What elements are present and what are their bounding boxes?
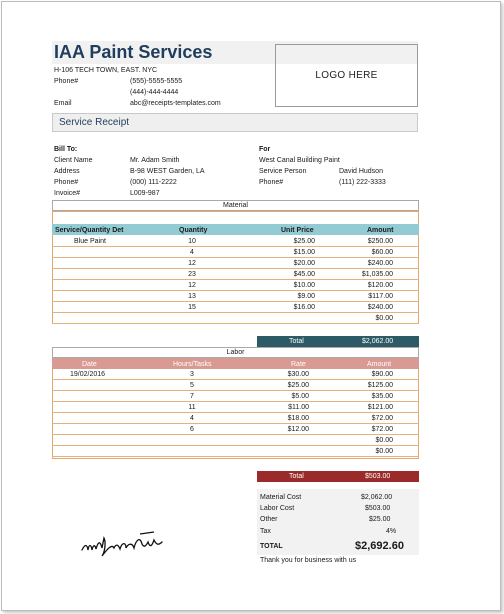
labor-amount-cell: $0.00 bbox=[375, 448, 393, 455]
labor-row bbox=[52, 424, 419, 435]
labor-rate-cell: $30.00 bbox=[287, 371, 309, 378]
material-amount-cell: $1,035.00 bbox=[361, 271, 393, 278]
summary-value: 4% bbox=[386, 528, 397, 535]
service-person-label: Service Person bbox=[259, 168, 307, 175]
material-amount-cell: $117.00 bbox=[368, 293, 393, 300]
bill-label: Client Name bbox=[54, 157, 93, 164]
material-price-cell: $20.00 bbox=[293, 260, 315, 267]
labor-date-cell: 19/02/2016 bbox=[70, 371, 106, 378]
labor-total-label: Total bbox=[289, 473, 304, 480]
labor-col-amount: Amount bbox=[367, 361, 392, 368]
material-price-cell: $9.00 bbox=[297, 293, 315, 300]
grand-total-value: $2,692.60 bbox=[355, 540, 404, 552]
labor-rate-cell: $5.00 bbox=[291, 393, 309, 400]
labor-title-text: Labor bbox=[226, 349, 245, 356]
material-qty-cell: 13 bbox=[188, 293, 196, 300]
labor-total-value: $503.00 bbox=[365, 473, 391, 480]
material-row bbox=[52, 291, 419, 302]
material-qty-cell: 12 bbox=[188, 260, 196, 267]
thank-you-note: Thank you for business with us bbox=[260, 557, 357, 564]
labor-row bbox=[52, 413, 419, 424]
material-amount-cell: $240.00 bbox=[367, 260, 393, 267]
material-qty-cell: 10 bbox=[188, 238, 196, 245]
summary-label: Labor Cost bbox=[260, 505, 295, 512]
for-phone-label: Phone# bbox=[259, 179, 284, 186]
labor-row bbox=[52, 402, 419, 413]
material-total-box bbox=[257, 336, 419, 347]
for-phone: (111) 222-3333 bbox=[339, 179, 386, 186]
bill-label: Address bbox=[54, 168, 80, 175]
summary-value: $25.00 bbox=[369, 516, 391, 523]
service-person: David Hudson bbox=[339, 168, 383, 175]
labor-amount-cell: $125.00 bbox=[367, 382, 393, 389]
labor-row bbox=[52, 369, 419, 380]
material-amount-cell: $0.00 bbox=[375, 315, 393, 322]
material-price-cell: $10.00 bbox=[293, 282, 315, 289]
material-price-cell: $25.00 bbox=[293, 238, 315, 245]
bill-value: B-98 WEST Garden, LA bbox=[130, 168, 205, 175]
logo-placeholder bbox=[275, 44, 418, 107]
summary-label: Other bbox=[260, 516, 278, 523]
labor-col-date: Date bbox=[82, 361, 97, 368]
material-price-cell: $15.00 bbox=[293, 249, 315, 256]
material-col-amount: Amount bbox=[367, 227, 394, 234]
labor-total-box bbox=[257, 471, 419, 482]
labor-amount-cell: $72.00 bbox=[371, 415, 393, 422]
labor-row bbox=[52, 435, 419, 446]
bill-value: Mr. Adam Smith bbox=[130, 157, 180, 164]
phone-2: (444)-444-4444 bbox=[130, 89, 179, 96]
material-qty-cell: 4 bbox=[190, 249, 194, 256]
email-value: abc@receipts-templates.com bbox=[130, 100, 221, 107]
labor-amount-cell: $72.00 bbox=[371, 426, 393, 433]
material-amount-cell: $250.00 bbox=[367, 238, 393, 245]
material-row bbox=[52, 302, 419, 313]
material-row bbox=[52, 247, 419, 258]
material-price-cell: $16.00 bbox=[293, 304, 315, 311]
for-heading: For bbox=[259, 146, 271, 153]
material-col-desc: Service/Quantity Det bbox=[55, 227, 124, 234]
material-row bbox=[52, 313, 419, 324]
labor-title bbox=[52, 347, 419, 358]
material-row bbox=[52, 269, 419, 280]
grand-total-label: TOTAL bbox=[260, 543, 283, 550]
labor-hours-cell: 3 bbox=[190, 371, 194, 378]
summary-value: $2,062.00 bbox=[361, 494, 393, 501]
material-total-value: $2,062.00 bbox=[362, 338, 394, 345]
email-label: Email bbox=[54, 100, 72, 107]
bill-label: Phone# bbox=[54, 179, 79, 186]
material-title-text: Material bbox=[223, 202, 248, 209]
company-name: IAA Paint Services bbox=[54, 42, 213, 62]
material-total-label: Total bbox=[289, 338, 304, 345]
phone-1: (555)-5555-5555 bbox=[130, 78, 183, 85]
signature-icon bbox=[80, 530, 190, 560]
material-amount-cell: $60.00 bbox=[371, 249, 393, 256]
material-qty-cell: 12 bbox=[188, 282, 196, 289]
labor-amount-cell: $121.00 bbox=[367, 404, 393, 411]
material-row bbox=[52, 280, 419, 291]
labor-row bbox=[52, 391, 419, 402]
company-address: H-106 TECH TOWN, EAST. NYC bbox=[54, 67, 158, 74]
for-building: West Canal Building Paint bbox=[259, 157, 340, 164]
summary-label: Material Cost bbox=[260, 494, 302, 501]
material-desc-cell: Blue Paint bbox=[74, 238, 106, 245]
labor-rate-cell: $12.00 bbox=[287, 426, 309, 433]
labor-hours-cell: 5 bbox=[190, 382, 194, 389]
labor-rate-cell: $25.00 bbox=[287, 382, 309, 389]
summary-label: Tax bbox=[260, 528, 271, 535]
summary-value: $503.00 bbox=[365, 505, 391, 512]
material-col-qty: Quantity bbox=[179, 227, 208, 234]
material-price-cell: $45.00 bbox=[293, 271, 315, 278]
material-amount-cell: $240.00 bbox=[367, 304, 393, 311]
labor-col-hours: Hours/Tasks bbox=[173, 361, 212, 368]
material-qty-cell: 23 bbox=[188, 271, 196, 278]
phone-label: Phone# bbox=[54, 78, 79, 85]
labor-col-rate: Rate bbox=[291, 361, 306, 368]
material-col-price: Unit Price bbox=[281, 227, 314, 234]
labor-rate-cell: $18.00 bbox=[287, 415, 309, 422]
labor-hours-cell: 11 bbox=[188, 404, 196, 411]
material-title bbox=[52, 200, 419, 211]
material-row bbox=[52, 258, 419, 269]
logo-text: LOGO HERE bbox=[315, 70, 378, 81]
labor-amount-cell: $90.00 bbox=[371, 371, 393, 378]
labor-amount-cell: $0.00 bbox=[375, 437, 393, 444]
material-row bbox=[52, 236, 419, 247]
labor-hours-cell: 4 bbox=[190, 415, 194, 422]
bill-to-heading: Bill To: bbox=[54, 146, 78, 153]
labor-hours-cell: 6 bbox=[190, 426, 194, 433]
labor-hours-cell: 7 bbox=[190, 393, 194, 400]
receipt-title: Service Receipt bbox=[59, 117, 130, 128]
bill-label: Invoice# bbox=[54, 190, 81, 197]
labor-row bbox=[52, 380, 419, 391]
bill-value: (000) 111-2222 bbox=[130, 179, 177, 186]
labor-amount-cell: $35.00 bbox=[371, 393, 393, 400]
labor-rate-cell: $11.00 bbox=[288, 404, 309, 411]
labor-row bbox=[52, 446, 419, 457]
material-amount-cell: $120.00 bbox=[367, 282, 393, 289]
material-qty-cell: 15 bbox=[188, 304, 196, 311]
bill-value: L009-987 bbox=[130, 190, 160, 197]
labor-header-row bbox=[52, 358, 419, 369]
material-header-row bbox=[52, 224, 419, 235]
